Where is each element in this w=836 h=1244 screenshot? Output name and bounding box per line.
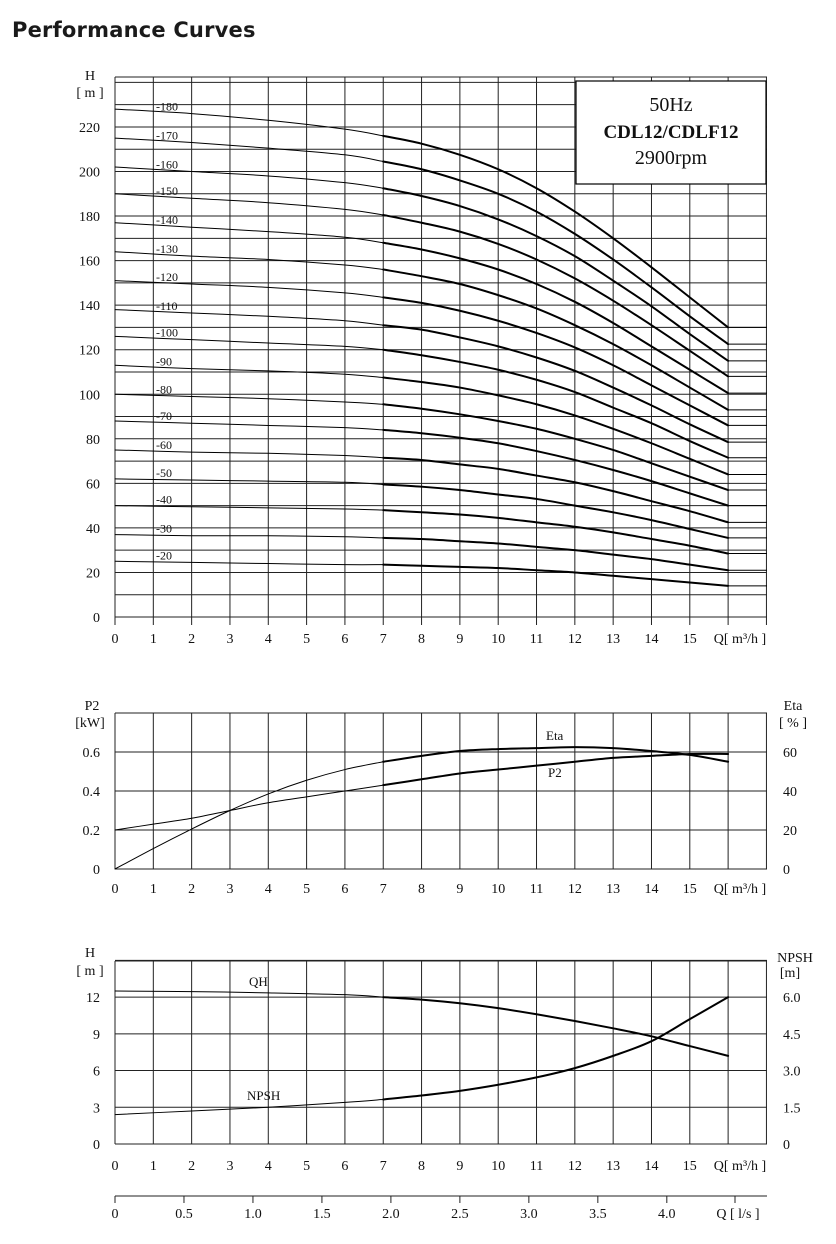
head-curve-bold-stage50 [383, 484, 728, 537]
ls-axis-tick-label: 2.0 [382, 1207, 400, 1222]
power-xtick-label: 9 [456, 882, 464, 897]
ls-axis-tick-label: 4.0 [658, 1207, 676, 1222]
npsh-ylabel: NPSH [777, 951, 813, 966]
head-xlabel: Q[ m³/h ] [713, 632, 767, 647]
power-xtick-label: 1 [149, 882, 157, 897]
power-ytick-label: 0.2 [82, 824, 100, 839]
qh-ytick-label: 12 [86, 991, 100, 1007]
qh-xtick-label: 0 [111, 1159, 119, 1174]
head-stage-label: -170 [156, 128, 178, 143]
power-ytick-label: 0.6 [82, 746, 100, 761]
eta-ylabel-unit: [ % ] [779, 716, 807, 731]
head-xtick-label: 15 [682, 632, 697, 647]
qh-xtick-label: 2 [188, 1159, 196, 1174]
head-ytick-label: 140 [79, 299, 100, 315]
info-box [576, 81, 766, 184]
head-stage-label: -130 [156, 242, 178, 257]
head-stage-label: -50 [156, 466, 172, 481]
qh-ytick-label: 6 [93, 1064, 100, 1080]
power-ytick-label: 0.4 [82, 785, 100, 800]
power-xtick-label: 7 [379, 882, 387, 897]
head-xtick-label: 0 [111, 632, 119, 647]
head-curve-bold-stage20 [383, 565, 728, 586]
power-curve-thin-p2 [115, 785, 383, 830]
head-xtick-label: 4 [264, 632, 272, 647]
head-xtick-label: 11 [529, 632, 544, 647]
eta-ytick-label: 20 [783, 824, 797, 839]
qh-xtick-label: 6 [341, 1159, 349, 1174]
power-xtick-label: 3 [226, 882, 234, 897]
head-ytick-label: 60 [86, 477, 100, 493]
head-xtick-label: 8 [418, 632, 426, 647]
qh-xtick-label: 13 [606, 1159, 621, 1174]
power-xtick-label: 11 [529, 882, 544, 897]
power-xtick-label: 12 [567, 882, 582, 897]
qh-curve-bold-npsh [383, 997, 728, 1099]
power-xtick-label: 10 [491, 882, 506, 897]
qh-xtick-label: 7 [379, 1159, 387, 1174]
head-stage-label: -80 [156, 382, 172, 397]
p2-series-label: P2 [548, 765, 562, 780]
head-ytick-label: 160 [79, 254, 100, 270]
power-xtick-label: 8 [418, 882, 426, 897]
head-ytick-label: 220 [79, 120, 100, 136]
head-ylabel-unit: [ m ] [76, 86, 104, 101]
npsh-ytick-label: 4.5 [783, 1027, 801, 1043]
ls-axis-tick-label: 1.5 [313, 1207, 331, 1222]
power-xtick-label: 15 [682, 882, 697, 897]
qh-xtick-label: 5 [303, 1159, 311, 1174]
qh-xtick-label: 1 [149, 1159, 157, 1174]
eta-ytick-label: 0 [783, 863, 790, 878]
qh-series-label: QH [249, 974, 268, 989]
ls-axis-tick-label: 2.5 [451, 1207, 469, 1222]
power-xtick-label: 2 [188, 882, 196, 897]
head-ytick-label: 20 [86, 566, 100, 582]
qh-xtick-label: 15 [682, 1159, 697, 1174]
eta-ytick-label: 40 [783, 785, 797, 800]
head-xtick-label: 13 [606, 632, 621, 647]
head-xtick-label: 5 [303, 632, 311, 647]
head-xtick-label: 7 [379, 632, 387, 647]
qh-xtick-label: 10 [491, 1159, 506, 1174]
head-ytick-label: 80 [86, 432, 100, 448]
npsh-series-label: NPSH [247, 1088, 281, 1103]
head-stage-label: -90 [156, 354, 172, 369]
power-xtick-label: 5 [303, 882, 311, 897]
power-ytick-label: 0 [93, 863, 100, 878]
head-curve-bold-stage90 [383, 378, 728, 475]
eta-ylabel: Eta [783, 699, 803, 714]
head-ylabel: H [84, 69, 96, 84]
qh-ytick-label: 3 [93, 1101, 100, 1117]
npsh-ytick-label: 6.0 [783, 991, 801, 1007]
qh-xlabel: Q[ m³/h ] [713, 1159, 767, 1174]
qh-ylabel-unit: [ m ] [76, 964, 104, 979]
qh-xtick-label: 8 [418, 1159, 426, 1174]
head-stage-label: -140 [156, 213, 178, 228]
qh-xtick-label: 11 [529, 1159, 544, 1174]
head-stage-label: -120 [156, 269, 178, 284]
head-stage-label: -60 [156, 438, 172, 453]
head-xtick-label: 9 [456, 632, 464, 647]
power-ylabel-unit: [kW] [75, 716, 105, 731]
page-title: Performance Curves [12, 18, 256, 42]
power-xtick-label: 0 [111, 882, 119, 897]
head-curve-bold-stage160 [383, 188, 728, 361]
npsh-ytick-label: 3.0 [783, 1064, 801, 1080]
ls-axis-tick-label: 3.5 [589, 1207, 607, 1222]
flow-ls-axis [112, 1196, 768, 1222]
head-stage-label: -160 [156, 157, 178, 172]
head-ytick-label: 40 [86, 521, 100, 537]
power-xtick-label: 13 [606, 882, 621, 897]
power-xlabel: Q[ m³/h ] [713, 882, 767, 897]
info-box-speed: 2900rpm [634, 147, 708, 169]
power-xtick-label: 6 [341, 882, 349, 897]
ls-axis-label: Q [ l/s ] [716, 1207, 760, 1222]
npsh-ylabel-unit: [m] [779, 966, 801, 981]
qh-ytick-label: 9 [93, 1027, 100, 1043]
head-stage-label: -180 [156, 99, 178, 114]
power-xtick-label: 4 [264, 882, 272, 897]
head-stage-label: -150 [156, 184, 178, 199]
head-ytick-label: 200 [79, 165, 100, 181]
head-xtick-label: 10 [491, 632, 506, 647]
head-stage-label: -20 [156, 548, 172, 563]
head-ytick-label: 180 [79, 210, 100, 226]
qh-xtick-label: 14 [644, 1159, 659, 1174]
info-box-frequency: 50Hz [649, 94, 693, 116]
qh-ylabel: H [84, 946, 96, 961]
eta-ytick-label: 60 [783, 746, 797, 761]
head-ytick-label: 100 [79, 388, 100, 404]
ls-axis-tick-label: 1.0 [244, 1207, 262, 1222]
qh-xtick-label: 3 [226, 1159, 234, 1174]
head-curve-bold-stage40 [383, 510, 728, 553]
head-ytick-label: 120 [79, 343, 100, 359]
head-curve-bold-stage140 [383, 243, 728, 393]
head-stage-label: -40 [156, 492, 172, 507]
head-stage-label: -30 [156, 521, 172, 536]
eta-series-label: Eta [546, 728, 564, 743]
head-stage-label: -100 [156, 325, 178, 340]
info-box-model: CDL12/CDLF12 [603, 122, 739, 143]
npsh-ytick-label: 1.5 [783, 1101, 801, 1117]
qh-curve-thin-qh [115, 991, 383, 997]
head-xtick-label: 14 [644, 632, 659, 647]
head-stage-label: -110 [156, 298, 178, 313]
ls-axis-tick-label: 0 [111, 1207, 119, 1222]
head-ytick-label: 0 [93, 611, 100, 626]
head-xtick-label: 12 [567, 632, 582, 647]
ls-axis-tick-label: 0.5 [175, 1207, 193, 1222]
head-xtick-label: 2 [188, 632, 196, 647]
head-xtick-label: 1 [149, 632, 157, 647]
qh-xtick-label: 9 [456, 1159, 464, 1174]
head-curve-bold-stage70 [383, 430, 728, 506]
head-xtick-label: 6 [341, 632, 349, 647]
head-stage-label: -70 [156, 409, 172, 424]
power-xtick-label: 14 [644, 882, 659, 897]
head-curve-bold-stage100 [383, 350, 728, 458]
qh-ytick-label: 0 [93, 1138, 100, 1153]
qh-xtick-label: 12 [567, 1159, 582, 1174]
head-xtick-label: 3 [226, 632, 234, 647]
qh-xtick-label: 4 [264, 1159, 272, 1174]
power-curve-thin-eta [115, 762, 383, 869]
power-efficiency-chart [75, 699, 807, 897]
head-curve-bold-stage150 [383, 215, 728, 376]
power-ylabel: P2 [84, 699, 100, 714]
npsh-ytick-label: 0 [783, 1138, 790, 1153]
ls-axis-tick-label: 3.0 [520, 1207, 538, 1222]
qh-npsh-chart [76, 946, 813, 1174]
